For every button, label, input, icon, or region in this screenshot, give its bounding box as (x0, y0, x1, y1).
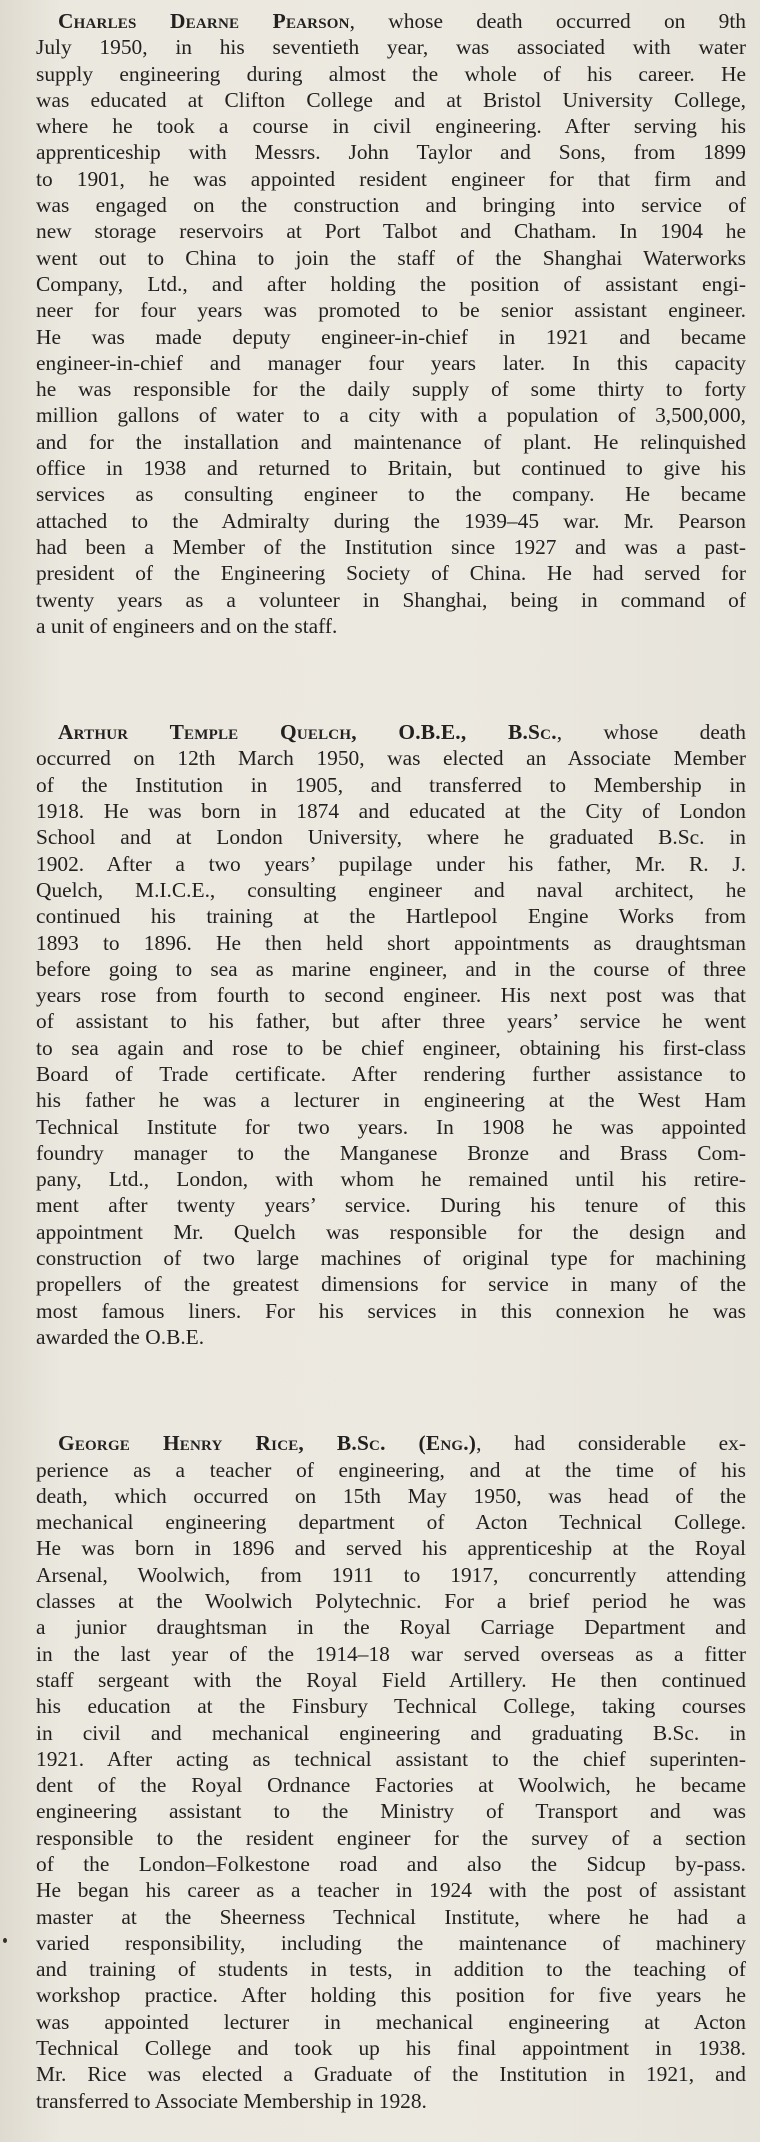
text-line: his education at the Finsbury Technical College, taking courses (36, 1694, 746, 1719)
text-line: July 1950, in his seventieth year, was associated with water (36, 35, 746, 60)
text-line: dent of the Royal Ordnance Factories at Woolwich, he became (36, 1773, 746, 1798)
text-line: awarded the O.B.E. (36, 1324, 205, 1349)
text-line: Company, Ltd., and after holding the position of assistant engi- (36, 271, 746, 296)
text-line: and training of students in tests, in addition to the teaching of (36, 1957, 746, 1982)
text-line: He began his career as a teacher in 1924 with the post of assistant (36, 1878, 746, 1903)
obituary-body (36, 34, 746, 639)
text-line: president of the Engineering Society of China. He had served for (36, 561, 746, 586)
text-line: continued his training at the Hartlepool Engine Works from (36, 904, 746, 929)
document-page (36, 8, 746, 2142)
text-line: he was responsible for the daily supply of some thirty to forty (36, 377, 746, 402)
text-line: School and at London University, where he graduated B.Sc. in (36, 825, 746, 850)
text-line: Technical College and took up his final appointment in 1938. (36, 2036, 746, 2061)
text-line: mechanical engineering department of Acton Technical College. (36, 1510, 746, 1535)
text-line: 1918. He was born in 1874 and educated at the City of London (36, 799, 746, 824)
text-line: a unit of engineers and on the staff. (36, 613, 338, 638)
obituary-first-line: George Henry Rice, B.Sc. (Eng.), had considerable ex- (58, 1431, 746, 1456)
text-line: engineering assistant to the Ministry of Transport and was (36, 1799, 746, 1824)
text-line: in civil and mechanical engineering and graduating B.Sc. in (36, 1720, 746, 1745)
text-line: master at the Sheerness Technical Institute, where he had a (36, 1904, 746, 1929)
text-line: was educated at Clifton College and at Bristol University College, (36, 87, 746, 112)
text-line: his father he was a lecturer in engineering at the West Ham (36, 1088, 746, 1113)
text-line: of the London–Folkestone road and also the Sidcup by-pass. (36, 1852, 746, 1876)
text-line: He was made deputy engineer-in-chief in 1921 and became (36, 324, 746, 349)
text-line: 1893 to 1896. He then held short appointments as draughtsman (36, 930, 746, 955)
obituary-name: Charles Dearne Pearson (58, 9, 350, 33)
text-line: foundry manager to the Manganese Bronze and Brass Com- (36, 1140, 746, 1165)
paragraph-spacer (36, 1378, 746, 1430)
obituary-rice (36, 1430, 746, 2114)
obituary-name: Arthur Temple Quelch, O.B.E., B.Sc. (58, 720, 557, 745)
text-line: attached to the Admiralty during the 1939–45 war. Mr. Pearson (36, 508, 746, 533)
text-line: classes at the Woolwich Polytechnic. For a brief period he was (36, 1589, 746, 1614)
text-line: and for the installation and maintenance of plant. He relinquished (36, 429, 746, 454)
obituary-quelch (36, 719, 746, 1350)
paper-speck (3, 1938, 7, 1943)
text-line: had been a Member of the Institution since 1927 and was a past- (36, 534, 746, 559)
text-line: Board of Trade certificate. After rendering further assistance to (36, 1061, 746, 1086)
text-line: of the Institution in 1905, and transferred to Membership in (36, 772, 746, 797)
text-line: services as consulting engineer to the company. He became (36, 482, 746, 507)
text-line: in the last year of the 1914–18 war served overseas as a fitter (36, 1641, 746, 1666)
text-line: ment after twenty years’ service. During his tenure of this (36, 1193, 746, 1218)
text-line: engineer-in-chief and manager four years later. In this capacity (36, 350, 746, 375)
text-line: most famous liners. For his services in this connexion he was (36, 1298, 746, 1323)
text-line: 1921. After acting as technical assistant to the chief superinten- (36, 1746, 746, 1771)
obituary-name: George Henry Rice, B.Sc. (Eng.) (58, 1431, 477, 1456)
text-line: years rose from fourth to second engineer. His next post was that (36, 983, 746, 1008)
text-line: pany, Ltd., London, with whom he remained until his retire- (36, 1167, 746, 1192)
text-line: to sea again and rose to be chief engineer, obtaining his first-class (36, 1035, 746, 1060)
text-line: neer for four years was promoted to be senior assistant engineer. (36, 298, 746, 323)
text-line: Technical Institute for two years. In 1908 he was appointed (36, 1114, 746, 1139)
text-line: appointment Mr. Quelch was responsible for the design and (36, 1219, 746, 1244)
text-line: was appointed lecturer in mechanical engineering at Acton (36, 2009, 746, 2034)
text-line: 1902. After a two years’ pupilage under his father, Mr. R. J. (36, 851, 746, 876)
text-line: perience as a teacher of engineering, and at the time of his (36, 1457, 746, 1482)
text-line: million gallons of water to a city with a population of 3,500,000, (36, 403, 746, 428)
text-line: transferred to Associate Membership in 1928. (36, 2088, 427, 2113)
text-line: death, which occurred on 15th May 1950, was head of the (36, 1483, 746, 1508)
text-line: He was born in 1896 and served his apprenticeship at the Royal (36, 1536, 746, 1561)
text-line: varied responsibility, including the maintenance of machinery (36, 1930, 746, 1955)
text-line: before going to sea as marine engineer, and in the course of three (36, 956, 746, 981)
text-line: to 1901, he was appointed resident engineer for that firm and (36, 166, 746, 191)
obituary-first-line: Arthur Temple Quelch, O.B.E., B.Sc., whose death (58, 720, 747, 745)
text-line: was engaged on the construction and bringing into service of (36, 193, 746, 218)
text-line: a junior draughtsman in the Royal Carriage Department and (36, 1615, 746, 1640)
text-line: occurred on 12th March 1950, was elected an Associate Member (36, 746, 746, 771)
text-line: new storage reservoirs at Port Talbot and Chatham. In 1904 he (36, 219, 746, 244)
paragraph-spacer (36, 667, 746, 719)
text-line: construction of two large machines of original type for machining (36, 1246, 746, 1271)
text-line: responsible to the resident engineer for the survey of a section (36, 1825, 746, 1850)
text-line: staff sergeant with the Royal Field Artillery. He then continued (36, 1667, 746, 1692)
text-line: office in 1938 and returned to Britain, but continued to give his (36, 456, 746, 481)
obituary-pearson (36, 8, 746, 639)
text-line: twenty years as a volunteer in Shanghai, being in command of (36, 587, 746, 612)
obituary-first-line: Charles Dearne Pearson, whose death occurred on 9th (58, 9, 746, 33)
obituary-body (36, 745, 746, 1350)
text-line: Arsenal, Woolwich, from 1911 to 1917, concurrently attending (36, 1562, 746, 1587)
text-line: supply engineering during almost the whole of his career. He (36, 61, 746, 86)
obituary-body (36, 1457, 746, 2114)
text-line: apprenticeship with Messrs. John Taylor and Sons, from 1899 (36, 140, 746, 165)
text-line: workshop practice. After holding this position for five years he (36, 1983, 746, 2008)
text-line: Quelch, M.I.C.E., consulting engineer and naval architect, he (36, 877, 746, 902)
text-line: went out to China to join the staff of the Shanghai Waterworks (36, 245, 746, 270)
text-line: propellers of the greatest dimensions for service in many of the (36, 1272, 746, 1297)
text-line: where he took a course in civil engineering. After serving his (36, 114, 746, 139)
text-line: of assistant to his father, but after three years’ service he went (36, 1009, 746, 1034)
text-line: Mr. Rice was elected a Graduate of the Institution in 1921, and (36, 2062, 746, 2087)
